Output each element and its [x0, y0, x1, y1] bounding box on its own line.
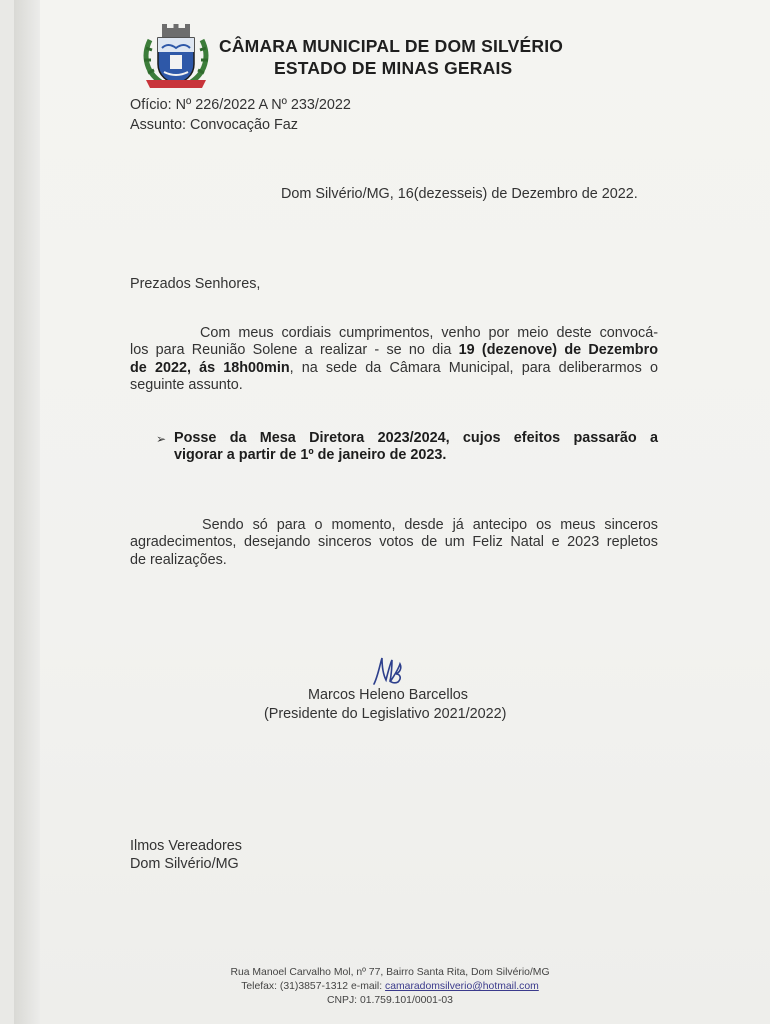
- date-line: Dom Silvério/MG, 16(dezesseis) de Dezembro de 2022.: [281, 186, 638, 202]
- body-1-line-3: [130, 360, 658, 377]
- recipient-line-1: Ilmos Vereadores: [130, 838, 242, 854]
- handwritten-signature: [368, 654, 408, 688]
- footer-address: Rua Manoel Carvalho Mol, nº 77, Bairro Santa Rita, Dom Silvério/MG: [230, 967, 550, 978]
- footer-email-link[interactable]: camaradomsilverio@hotmail.com: [385, 981, 539, 992]
- footer-phone: Telefax: (31)3857-1312 e-mail:: [241, 981, 386, 992]
- body-1-line-1: Com meus cordiais cumprimentos, venho por meio deste convocá-: [200, 325, 658, 341]
- body-2-line-1: Sendo só para o momento, desde já antecipo os meus sinceros: [202, 517, 658, 533]
- body-1-line-2-text: los para Reunião Solene a realizar - se no dia: [130, 342, 459, 359]
- body-paragraph-1: [130, 325, 658, 395]
- letter-page: [14, 0, 770, 1024]
- page-shadow-edge: [14, 0, 40, 1024]
- agenda-item: [174, 430, 658, 465]
- footer-cnpj: CNPJ: 01.759.101/0001-03: [327, 995, 453, 1006]
- recipient-line-2: Dom Silvério/MG: [130, 856, 239, 872]
- body-2-line-3: de realizações.: [130, 551, 227, 568]
- salutation: Prezados Senhores,: [130, 276, 261, 292]
- signatory-name: Marcos Heleno Barcellos: [308, 687, 468, 703]
- municipal-coat-of-arms-icon: [140, 22, 212, 90]
- signatory-role: (Presidente do Legislativo 2021/2022): [264, 706, 507, 722]
- body-2-line-2: agradecimentos, desejando sinceros votos de um Feliz Natal e 2023 repletos: [130, 534, 658, 551]
- meeting-time-bold: de 2022, ás 18h00min: [130, 359, 290, 376]
- body-paragraph-2: [130, 517, 658, 569]
- agenda-item-line-1: Posse da Mesa Diretora 2023/2024, cujos efeitos passarão a: [174, 430, 658, 446]
- meeting-date-bold: 19 (dezenove) de Dezembro: [458, 342, 658, 359]
- body-1-line-4: seguinte assunto.: [130, 377, 243, 394]
- body-1-line-2: [130, 342, 658, 359]
- header-subtitle: ESTADO DE MINAS GERAIS: [274, 58, 513, 78]
- subject-line: Assunto: Convocação Faz: [130, 117, 298, 133]
- footer-contact: [180, 981, 600, 992]
- oficio-number: Ofício: Nº 226/2022 A Nº 233/2022: [130, 97, 351, 113]
- arrow-bullet-icon: ➢: [156, 432, 167, 446]
- header-title: CÂMARA MUNICIPAL DE DOM SILVÉRIO: [219, 36, 564, 56]
- body-1-line-3-text: , na sede da Câmara Municipal, para deliberarmos o: [289, 359, 658, 376]
- agenda-item-line-2: vigorar a partir de 1º de janeiro de 2023.: [174, 447, 447, 464]
